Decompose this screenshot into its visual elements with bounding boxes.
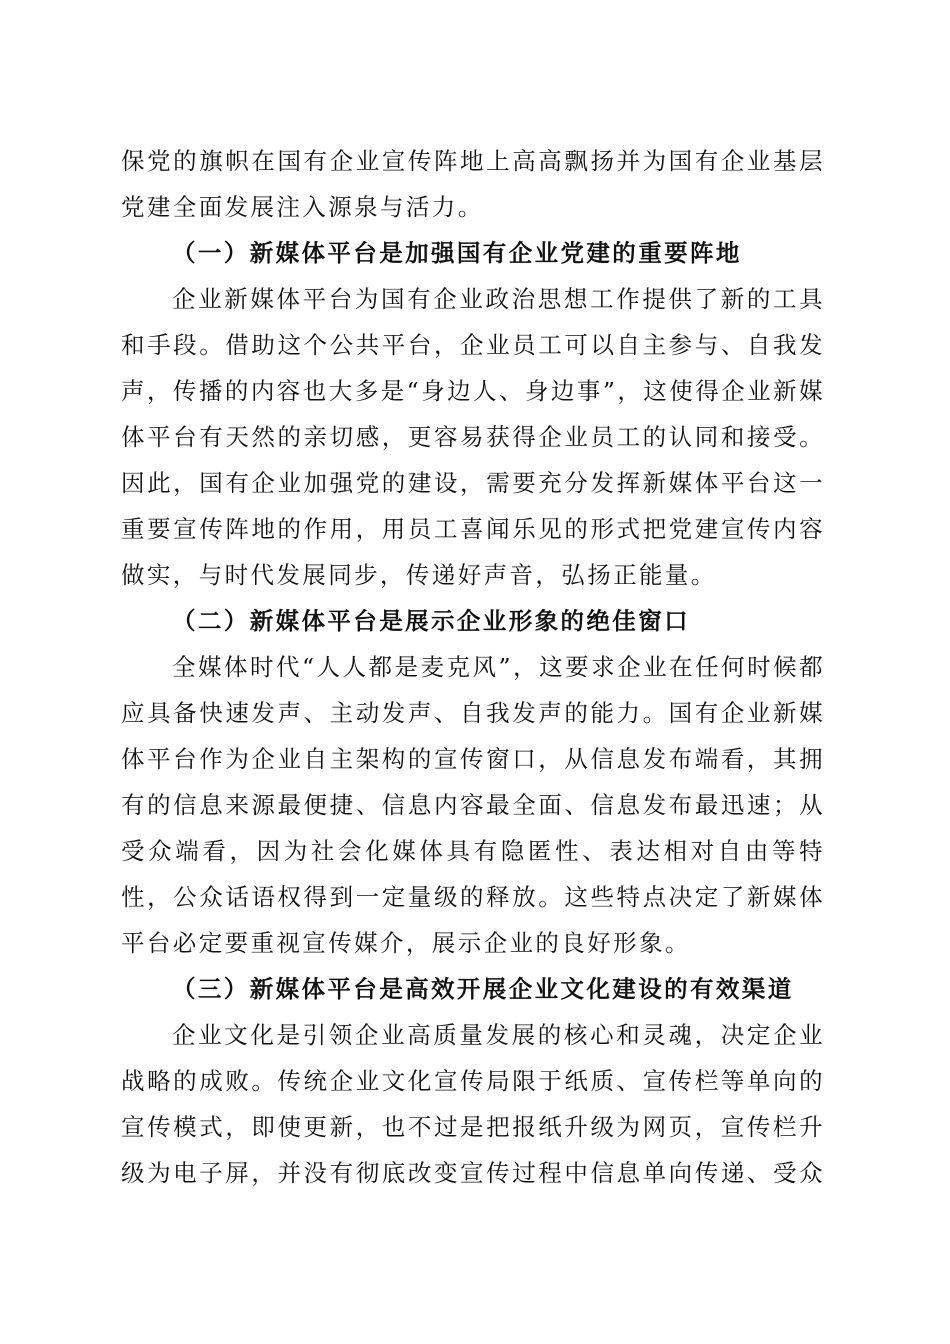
paragraph-intro-continuation: 保党的旗帜在国有企业宣传阵地上高高飘扬并为国有企业基层党建全面发展注入源泉与活力。 [121,147,825,221]
section-heading-2: （二）新媒体平台是展示企业形象的绝佳窗口 [172,607,690,635]
paragraph-section-1: 企业新媒体平台为国有企业政治思想工作提供了新的工具和手段。借助这个公共平台，企业员工可以自主参与、自我发声，传播的内容也大多是“身边人、身边事”，这使得企业新媒体平台有天然的亲切感，更容易获得企业员工的认同和接受。因此，国有企业加强党的建设，需要充分发挥新媒体平台这一重要宣传阵地的作用，用员工喜闻乐见的形式把党建宣传内容做实，与时代发展同步，传递好声音，弘扬正能量。 [121,285,825,589]
paragraph-section-2: 全媒体时代“人人都是麦克风”，这要求企业在任何时候都应具备快速发声、主动发声、自我发声的能力。国有企业新媒体平台作为企业自主架构的宣传窗口，从信息发布端看，其拥有的信息来源最便捷、信息内容最全面、信息发布最迅速；从受众端看，因为社会化媒体具有隐匿性、表达相对自由等特性，公众话语权得到一定量级的释放。这些特点决定了新媒体平台必定要重视宣传媒介，展示企业的良好形象。 [121,653,825,957]
section-heading-1: （一）新媒体平台是加强国有企业党建的重要阵地 [172,239,742,267]
document-body [121,138,825,1196]
paragraph-section-3: 企业文化是引领企业高质量发展的核心和灵魂，决定企业战略的成败。传统企业文化宣传局限于纸质、宣传栏等单向的宣传模式，即使更新，也不过是把报纸升级为网页，宣传栏升级为电子屏，并没有彻底改变宣传过程中信息单向传递、受众 [121,1021,825,1187]
section-heading-3: （三）新媒体平台是高效开展企业文化建设的有效渠道 [172,975,794,1003]
